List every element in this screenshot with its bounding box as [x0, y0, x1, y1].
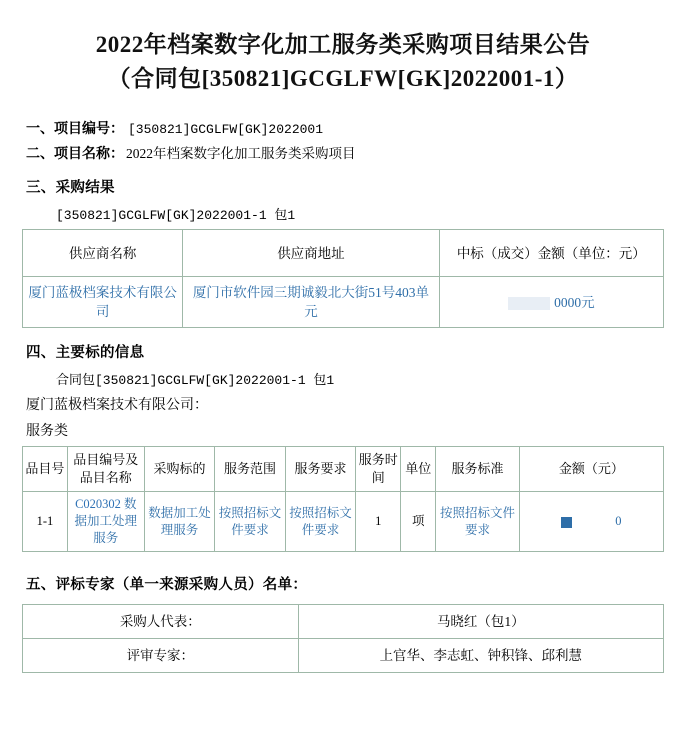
document-body: [0, 102, 686, 673]
result-package-line: [350821]GCGLFW[GK]2022001-1 包1: [56, 208, 296, 223]
cell-purchase-subject: 数据加工处理服务: [144, 492, 215, 552]
header-supplier-address: 供应商地址: [183, 230, 439, 277]
item-code-name: 数据加工处理服务: [74, 497, 138, 545]
cell-unit: 项: [401, 492, 436, 552]
table-row: [23, 639, 664, 673]
experts-table: [22, 604, 664, 673]
main-subject-package-line: 合同包[350821]GCGLFW[GK]2022001-1 包1: [56, 373, 335, 388]
cell-service-standard: 按照招标文件要求: [436, 492, 519, 552]
header-supplier-name: 供应商名称: [23, 230, 183, 277]
result-table: [22, 229, 664, 328]
redaction-block: [561, 517, 572, 528]
table-row: [23, 492, 664, 552]
cell-item-code-name: [67, 492, 144, 552]
cell-service-duration: 1: [356, 492, 401, 552]
header-item-no: 品目号: [23, 447, 68, 492]
table-row: [23, 277, 664, 328]
label-purchaser-rep: 采购人代表：: [23, 605, 299, 639]
header-service-duration: 服务时间: [356, 447, 401, 492]
cell-item-no: 1-1: [23, 492, 68, 552]
header-item-amount: 金额（元）: [519, 447, 663, 492]
redaction-block: [508, 297, 550, 310]
items-table: [22, 446, 664, 552]
main-subject-supplier-line: 厦门蓝极档案技术有限公司：: [26, 398, 208, 413]
section-4-label: 四、主要标的信息: [26, 345, 145, 361]
section-project-name: [26, 142, 664, 163]
cell-award-amount: [439, 277, 663, 328]
section-3-label: 三、采购结果: [26, 180, 115, 196]
table-header-row: [23, 230, 664, 277]
label-review-experts: 评审专家：: [23, 639, 299, 673]
header-service-requirement: 服务要求: [285, 447, 356, 492]
title-line-2: （合同包[350821]GCGLFW[GK]2022001-1）: [107, 66, 579, 91]
item-amount-value: 0: [615, 514, 622, 528]
cell-item-amount: [519, 492, 663, 552]
project-name-value: 2022年档案数字化加工服务类采购项目: [126, 146, 356, 161]
header-service-standard: 服务标准: [436, 447, 519, 492]
award-amount-value: 0000元: [554, 294, 595, 310]
table-row: [23, 605, 664, 639]
section-project-number: [26, 118, 664, 138]
section-5-label: 五、评标专家（单一来源采购人员）名单：: [26, 577, 308, 593]
project-number-value: [350821]GCGLFW[GK]2022001: [128, 122, 324, 137]
header-purchase-subject: 采购标的: [144, 447, 215, 492]
section-1-label: 一、项目编号：: [26, 122, 124, 137]
header-award-amount: 中标（成交）金额（单位：元）: [439, 230, 663, 277]
header-unit: 单位: [401, 447, 436, 492]
header-item-code-name: 品目编号及品目名称: [67, 447, 144, 492]
table-header-row: [23, 447, 664, 492]
value-purchaser-rep: 马晓红（包1）: [298, 605, 663, 639]
cell-service-scope: 按照招标文件要求: [215, 492, 286, 552]
cell-supplier-name: 厦门蓝极档案技术有限公司: [23, 277, 183, 328]
value-review-experts: 上官华、李志虹、钟积锋、邱利慧: [298, 639, 663, 673]
cell-service-requirement: 按照招标文件要求: [285, 492, 356, 552]
item-code[interactable]: C020302: [75, 497, 121, 511]
header-service-scope: 服务范围: [215, 447, 286, 492]
title-line-1: 2022年档案数字化加工服务类采购项目结果公告: [95, 32, 591, 57]
main-subject-category-line: 服务类: [26, 424, 68, 439]
section-2-label: 二、项目名称：: [26, 147, 124, 162]
cell-supplier-address: 厦门市软件园三期诚毅北大街51号403单元: [183, 277, 439, 328]
document-title: [0, 0, 686, 102]
